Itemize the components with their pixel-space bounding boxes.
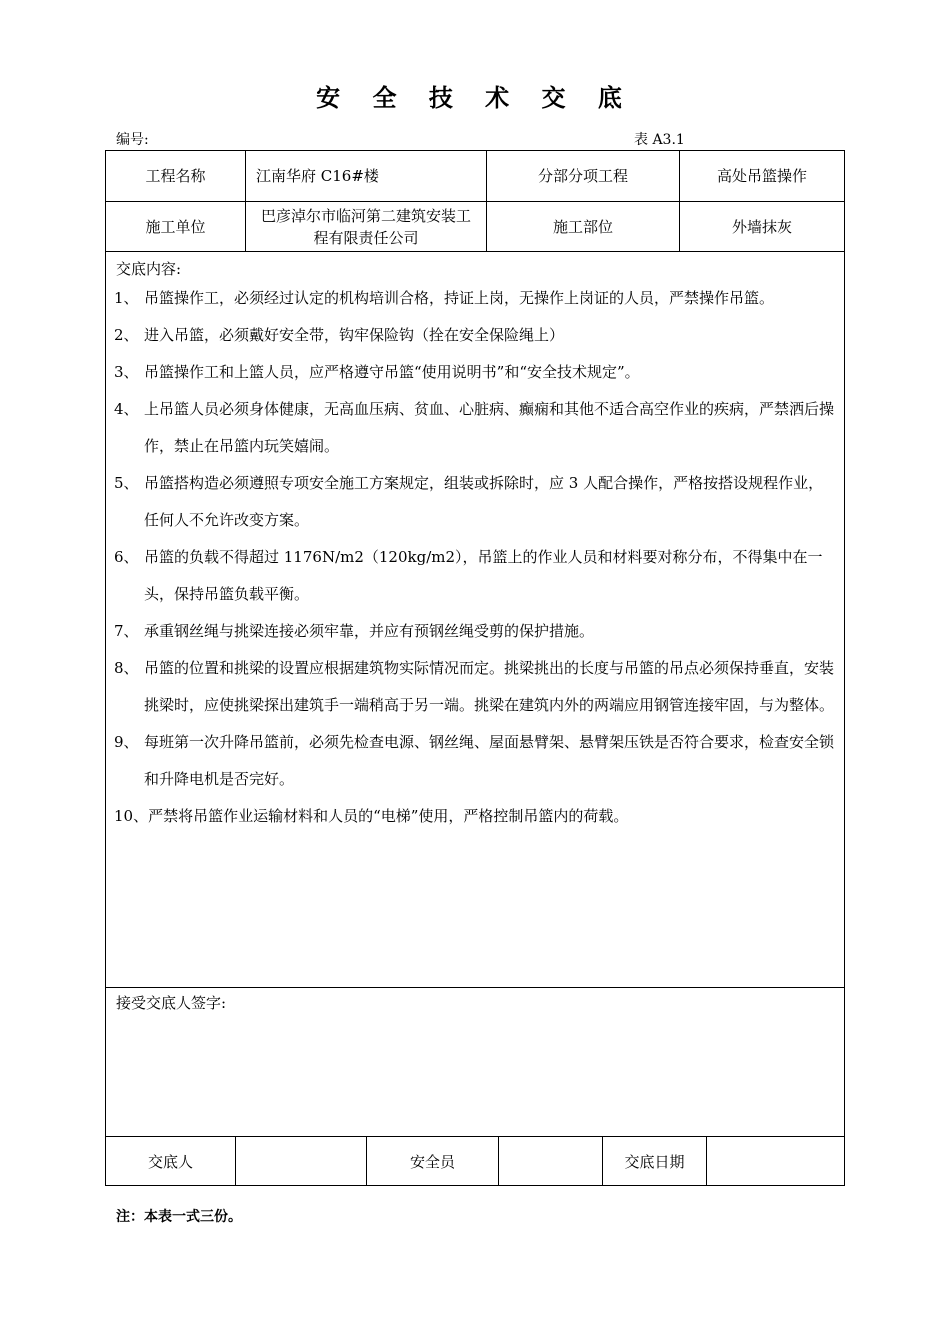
list-item bbox=[114, 465, 834, 539]
briefer-label: 交底人 bbox=[147, 1152, 193, 1171]
safety-officer-label: 安全员 bbox=[409, 1152, 455, 1171]
location-value: 外墙抹灰 bbox=[731, 217, 792, 236]
briefing-date-field[interactable] bbox=[707, 1137, 844, 1186]
row-divider bbox=[105, 251, 845, 252]
list-item bbox=[114, 798, 834, 835]
briefing-items-list bbox=[114, 280, 834, 835]
list-item bbox=[114, 317, 834, 354]
briefing-date-label: 交底日期 bbox=[624, 1152, 685, 1171]
item-text: 进入吊篮，必须戴好安全带，钩牢保险钩（拴在安全保险绳上） bbox=[144, 326, 565, 344]
item-number: 6、 bbox=[114, 548, 139, 566]
list-item bbox=[114, 724, 834, 798]
item-number: 7、 bbox=[114, 622, 139, 640]
item-number: 10、 bbox=[114, 807, 149, 825]
contractor-label: 施工单位 bbox=[145, 217, 206, 236]
item-number: 1、 bbox=[114, 289, 139, 307]
item-text: 每班第一次升降吊篮前，必须先检查电源、钢丝绳、屋面悬臂架、悬臂架压铁是否符合要求，检查安全锁和升降电机是否完好。 bbox=[144, 733, 835, 788]
item-text: 吊篮搭构造必须遵照专项安全施工方案规定，组装或拆除时，应 3 人配合操作，严格按搭设规程作业，任何人不允许改变方案。 bbox=[144, 474, 824, 529]
item-text: 严禁将吊篮作业运输材料和人员的“电梯”使用，严格控制吊篮内的荷载。 bbox=[148, 807, 629, 825]
document-title: 安 全 技 术 交 底 bbox=[316, 83, 634, 112]
item-number: 9、 bbox=[114, 733, 139, 751]
location-label: 施工部位 bbox=[552, 217, 613, 236]
safety-officer-field[interactable] bbox=[499, 1137, 602, 1186]
item-text: 吊篮操作工和上篮人员，应严格遵守吊篮“使用说明书”和“安全技术规定”。 bbox=[144, 363, 640, 381]
item-number: 4、 bbox=[114, 400, 139, 418]
list-item bbox=[114, 391, 834, 465]
item-text: 吊篮的负载不得超过 1176N/m2（120kg/m2），吊篮上的作业人员和材料要对称分布，不得集中在一头，保持吊篮负载平衡。 bbox=[144, 548, 823, 603]
footnote: 注：本表一式三份。 bbox=[116, 1209, 242, 1225]
list-item bbox=[114, 613, 834, 650]
content-label: 交底内容: bbox=[116, 260, 182, 278]
row-divider bbox=[105, 987, 845, 988]
item-text: 吊篮操作工，必须经过认定的机构培训合格，持证上岗，无操作上岗证的人员，严禁操作吊篮。 bbox=[144, 289, 775, 307]
briefer-field[interactable] bbox=[236, 1137, 366, 1186]
list-item bbox=[114, 650, 834, 724]
recipient-signature-label: 接受交底人签字: bbox=[116, 994, 227, 1012]
item-number: 8、 bbox=[114, 659, 139, 677]
contractor-value: 巴彦淖尔市临河第二建筑安装工程有限责任公司 bbox=[260, 206, 471, 247]
serial-number-label: 编号: bbox=[116, 132, 149, 148]
item-text: 吊篮的位置和挑梁的设置应根据建筑物实际情况而定。挑梁挑出的长度与吊篮的吊点必须保持垂直，安装挑梁时，应使挑梁探出建筑手一端稍高于另一端。挑梁在建筑内外的两端应用钢管连接牢固，与为整体。 bbox=[144, 659, 835, 714]
item-number: 3、 bbox=[114, 363, 139, 381]
project-name-value: 江南华府 C16#楼 bbox=[256, 167, 379, 185]
list-item bbox=[114, 354, 834, 391]
item-number: 5、 bbox=[114, 474, 139, 492]
subproject-value: 高处吊篮操作 bbox=[716, 167, 807, 185]
list-item bbox=[114, 280, 834, 317]
subproject-label: 分部分项工程 bbox=[537, 167, 628, 185]
list-item bbox=[114, 539, 834, 613]
item-text: 上吊篮人员必须身体健康，无高血压病、贫血、心脏病、癫痫和其他不适合高空作业的疾病，严禁洒后操作，禁止在吊篮内玩笑嬉闹。 bbox=[144, 400, 835, 455]
item-number: 2、 bbox=[114, 326, 139, 344]
project-name-label: 工程名称 bbox=[145, 167, 206, 185]
item-text: 承重钢丝绳与挑梁连接必须牢靠，并应有预钢丝绳受剪的保护措施。 bbox=[144, 622, 595, 640]
form-code: 表 A3.1 bbox=[634, 132, 685, 148]
